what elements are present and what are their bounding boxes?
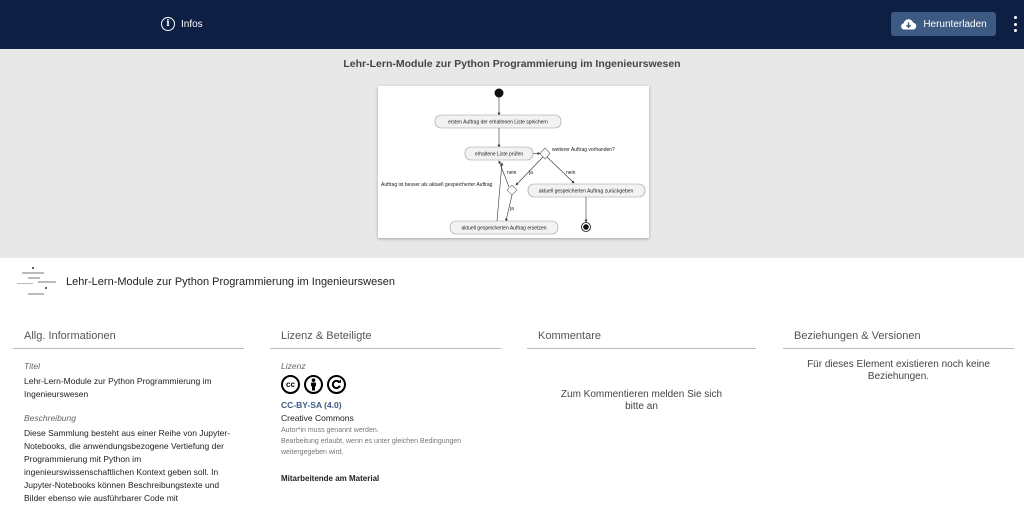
label-nein-2: nein [507,170,517,176]
question-label: weiterer Auftrag vorhanden? [552,147,615,153]
license-icons[interactable] [281,375,501,394]
license-label: Lizenz [281,361,306,371]
comments-heading: Kommentare [527,330,756,349]
condition-label: Auftrag ist besser als aktuell gespeicherter Auftrag [381,182,493,188]
material-thumbnail [14,266,60,298]
cc-icon: cc [281,375,300,394]
description-label: Beschreibung [24,413,76,423]
title-label: Titel [24,361,40,371]
activity-diagram [378,86,649,238]
download-button[interactable] [891,12,996,36]
license-section [270,330,501,483]
license-name: Creative Commons [281,413,354,423]
label-nein-1: nein [566,170,576,176]
infos-label: Infos [181,18,203,30]
sa-icon [327,375,346,394]
comments-login-message[interactable]: Zum Kommentieren melden Sie sich bitte an [560,389,723,412]
decision-1 [540,148,550,159]
start-node [495,89,504,98]
comments-section [527,330,756,413]
node-replace-label: aktuell gespeicherten Auftrag ersetzen [461,225,547,232]
license-desc-sharealike: Bearbeitung erlaubt, wenn es unter gleichen Bedingungen weitergegeben wird. [281,438,462,456]
download-label: Herunterladen [923,18,987,30]
cloud-download-icon [900,18,917,30]
general-info-heading: Allg. Informationen [13,330,244,349]
license-code-link[interactable]: CC-BY-SA (4.0) [281,400,342,410]
contributors-heading: Mitarbeitende am Material [281,474,380,483]
info-icon: i [161,17,175,31]
node-check-label: erhaltene Liste prüfen [474,151,524,158]
label-ja-1: ja [529,170,533,176]
relations-message: Für dieses Element existieren noch keine Beziehungen. [807,359,990,382]
description-value: Diese Sammlung besteht aus einer Reihe von Jupyter-Notebooks, die anwendungsbezogene Vertiefung der Programmierung mit Python im ingenieurswissenschaftlichen Kontext geben soll. In Jupyter-Notebooks können Beschreibungstexte und Bilder ebenso wie ausführbarer Code mit [24,428,230,503]
node-return-label: aktuell gespeicherten Auftrag zurückgeben [538,188,634,195]
dot-icon [1014,29,1017,32]
dot-icon [1014,16,1017,19]
by-icon [304,375,323,394]
top-bar [0,0,1024,49]
license-desc-attribution: Autor*in muss genannt werden. [281,427,379,434]
end-node-core [583,224,589,230]
label-ja-2: ja [510,206,514,212]
title-value: Lehr-Lern-Module zur Python Programmierung im Ingenieurswesen [24,376,212,399]
preview-title: Lehr-Lern-Module zur Python Programmierung im Ingenieurswesen [343,58,681,70]
infos-button[interactable] [161,16,203,32]
diagram-preview[interactable] [378,86,649,238]
relations-section [783,330,1014,383]
general-info-section [13,330,244,505]
more-options-button[interactable] [1010,15,1020,33]
preview-area [0,49,1024,258]
license-heading: Lizenz & Beteiligte [270,330,501,349]
node-save-label: ersten Auftrag der erhaltenen Liste speichern [448,119,548,126]
dot-icon [1014,23,1017,26]
material-title: Lehr-Lern-Module zur Python Programmierung im Ingenieurswesen [66,276,395,288]
relations-heading: Beziehungen & Versionen [783,330,1014,349]
